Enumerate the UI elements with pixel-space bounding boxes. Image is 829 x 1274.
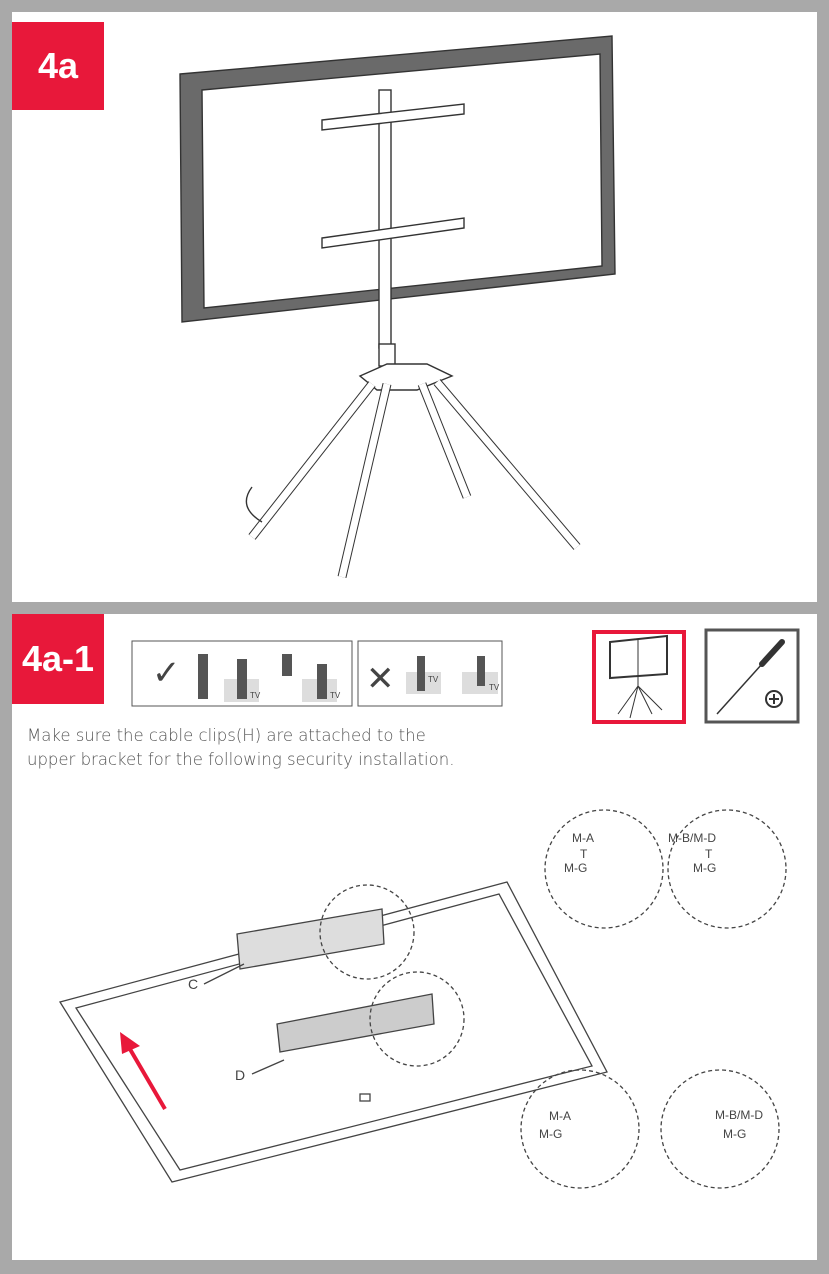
step-4a-badge: 4a xyxy=(12,22,104,110)
svg-text:TV: TV xyxy=(250,691,261,700)
svg-text:M-B/M-D: M-B/M-D xyxy=(715,1108,763,1122)
svg-text:TV: TV xyxy=(330,691,341,700)
svg-text:M-G: M-G xyxy=(723,1127,747,1141)
check-mark-icon: ✓ xyxy=(152,654,181,692)
step-4a-panel xyxy=(12,12,817,602)
svg-text:TV: TV xyxy=(489,683,500,692)
svg-text:TV: TV xyxy=(428,675,439,684)
svg-text:D: D xyxy=(235,1067,246,1083)
svg-text:C: C xyxy=(188,976,199,992)
direction-arrow xyxy=(127,1044,165,1109)
step-4a1-panel xyxy=(12,614,817,1260)
svg-text:M-A: M-A xyxy=(549,1109,571,1123)
svg-text:M-G: M-G xyxy=(564,861,588,875)
easel-stand-thumbnail xyxy=(594,632,684,722)
svg-text:M-G: M-G xyxy=(539,1127,563,1141)
svg-text:M-G: M-G xyxy=(693,861,717,875)
svg-text:M-A: M-A xyxy=(572,831,594,845)
svg-text:T: T xyxy=(580,847,588,861)
step-4a1-badge: 4a-1 xyxy=(12,614,104,704)
cross-mark-icon: ✕ xyxy=(366,660,395,698)
phillips-screwdriver-icon xyxy=(706,630,798,722)
wrong-screw-usage-panel xyxy=(358,641,502,706)
svg-text:T: T xyxy=(705,847,713,861)
correct-screw-usage-panel xyxy=(132,641,352,706)
tv-on-easel-stand-illustration xyxy=(12,12,817,602)
instruction-text: Make sure the cable clips(H) are attached to the upper bracket for the following security installation. xyxy=(27,726,455,769)
security-installation-illustration xyxy=(12,614,817,1260)
svg-text:M-B/M-D: M-B/M-D xyxy=(668,831,716,845)
